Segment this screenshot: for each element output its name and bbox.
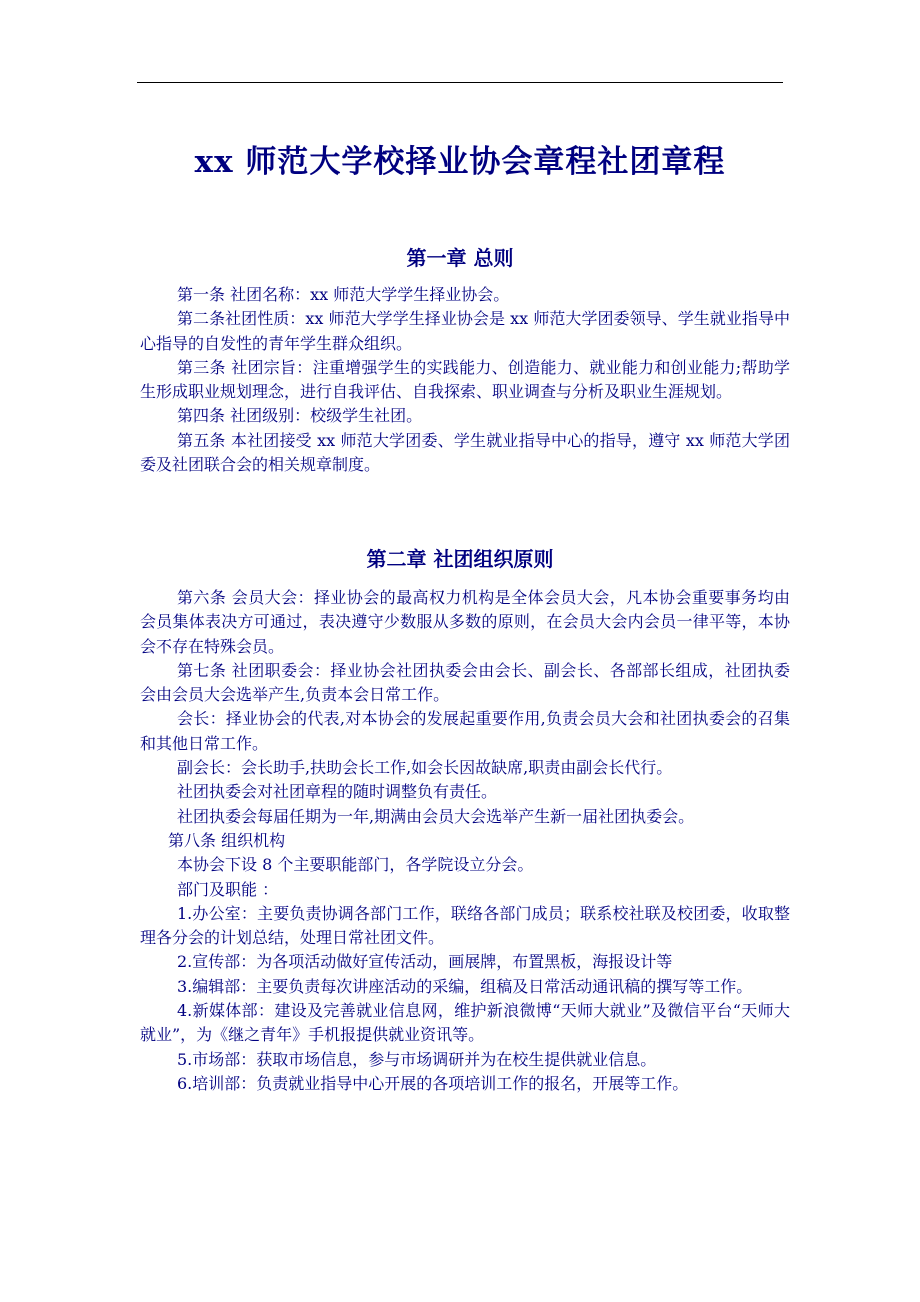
chapter-2-title: 第二章 社团组织原则 <box>366 547 554 571</box>
article-1: 第一条 社团名称：xx 师范大学学生择业协会。 <box>177 285 510 304</box>
department-new-media: 4.新媒体部：建设及完善就业信息网，维护新浪微博“天师大就业”及微信平台“天师大就业”，为《继之青年》手机报提供就业资讯等。 <box>140 1001 790 1045</box>
header-rule <box>137 82 783 83</box>
committee-term: 社团执委会每届任期为一年,期满由会员大会选举产生新一届社团执委会。 <box>177 806 695 826</box>
department-market: 5.市场部：获取市场信息，参与市场调研并为在校生提供就业信息。 <box>177 1049 657 1069</box>
committee-responsibility: 社团执委会对社团章程的随时调整负有责任。 <box>177 782 498 802</box>
role-president: 会长：择业协会的代表,对本协会的发展起重要作用,负责会员大会和社团执委会的召集和其他日常工作。 <box>140 709 790 753</box>
departments-intro: 本协会下设 8 个主要职能部门，各学院设立分会。 <box>177 855 534 875</box>
chapter-1-body <box>140 283 790 477</box>
departments-heading: 部门及职能 ： <box>177 879 279 899</box>
department-office: 1.办公室：主要负责协调各部门工作，联络各部门成员；联系校社联及校团委，收取整理各分会的计划总结，处理日常社团文件。 <box>140 903 790 948</box>
article-5: 第五条 本社团接受 xx 师范大学团委、学生就业指导中心的指导，遵守 xx 师范大学团委及社团联合会的相关规章制度。 <box>140 430 790 475</box>
chapter-2-body <box>140 586 790 1096</box>
article-4: 第四条 社团级别：校级学生社团。 <box>177 406 423 426</box>
department-editorial: 3.编辑部：主要负责每次讲座活动的采编，组稿及日常活动通讯稿的撰写等工作。 <box>177 976 753 996</box>
article-3: 第三条 社团宗旨：注重增强学生的实践能力、创造能力、就业能力和创业能力;帮助学生形成职业规划理念，进行自我评估、自我探索、职业调查与分析及职业生涯规划。 <box>140 357 790 402</box>
article-6: 第六条 会员大会：择业协会的最高权力机构是全体会员大会，凡本协会重要事务均由会员集体表决方可通过，表决遵守少数服从多数的原则，在会员大会内会员一律平等，本协会不存在特殊会员。 <box>140 588 790 656</box>
role-vice-president: 副会长：会长助手,扶助会长工作,如会长因故缺席,职责由副会长代行。 <box>177 758 673 778</box>
department-training: 6.培训部：负责就业指导中心开展的各项培训工作的报名，开展等工作。 <box>177 1073 689 1093</box>
department-publicity: 2.宣传部：为各项活动做好宣传活动，画展牌，布置黑板，海报设计等 <box>177 952 673 972</box>
document-title: xx 师范大学校择业协会章程社团章程 <box>194 144 726 180</box>
article-8: 第八条 组织机构 <box>168 830 286 850</box>
article-2: 第二条社团性质：xx 师范大学学生择业协会是 xx 师范大学团委领导、学生就业指导中心指导的自发性的青年学生群众组织。 <box>140 309 790 353</box>
article-7: 第七条 社团职委会：择业协会社团执委会由会长、副会长、各部部长组成，社团执委会由会员大会选举产生,负责本会日常工作。 <box>140 660 790 705</box>
chapter-1-title: 第一章 总则 <box>406 246 514 270</box>
